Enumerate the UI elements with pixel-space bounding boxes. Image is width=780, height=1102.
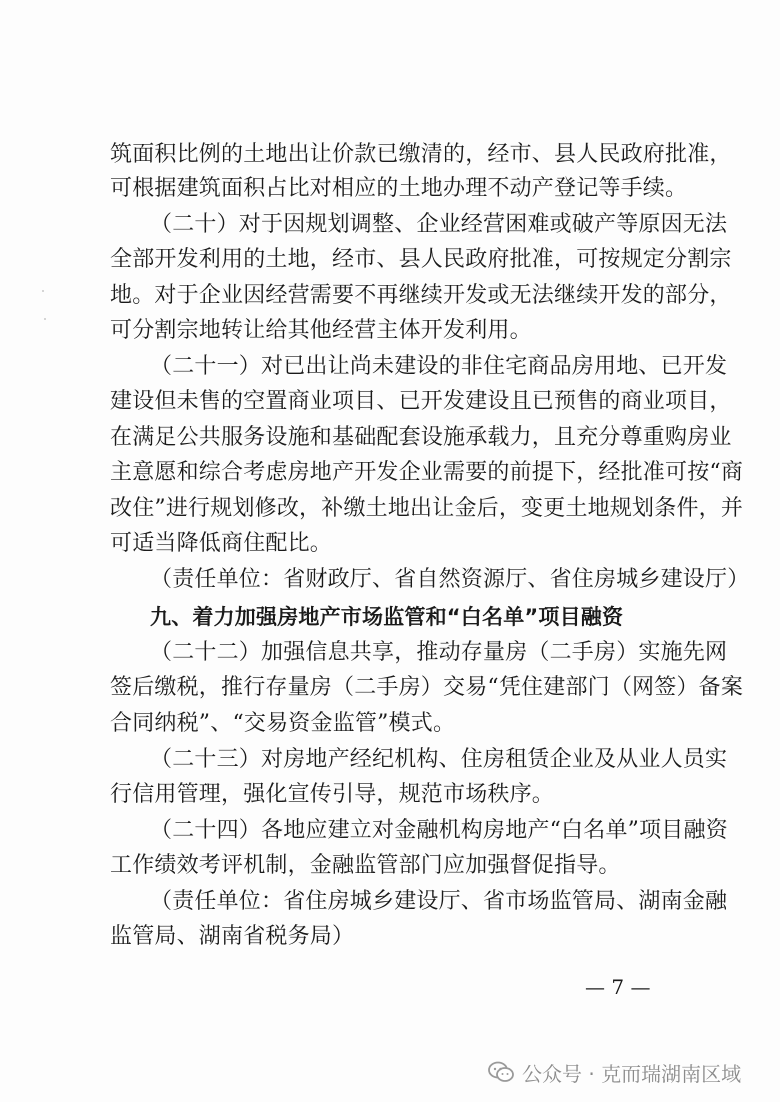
paragraph-24-start: （二十四）各地应建立对金融机构房地产“白名单”项目融资 <box>150 818 728 843</box>
text-line-21: 工作绩效考评机制，金融监管部门应加强督促指导。 <box>110 853 621 878</box>
text-line-11: 改住”进行规划修改，补缴土地出让金后，变更土地规划条件，并 <box>110 496 744 521</box>
text-line-5: 地。对于企业因经营需要不再继续开发或无法继续开发的部分， <box>110 283 732 308</box>
paragraph-21-start: （二十一）对已出让尚未建设的非住宅商品房用地、已开发 <box>150 354 728 379</box>
text-line-10: 主意愿和综合考虑房地产开发企业需要的前提下，经批准可按“商 <box>110 460 744 485</box>
paragraph-23-start: （二十三）对房地产经纪机构、住房租赁企业及从业人员实 <box>150 747 728 772</box>
responsible-units-1: （责任单位：省财政厅、省自然资源厅、省住房城乡建设厅） <box>150 567 750 592</box>
watermark <box>488 1055 741 1089</box>
text-line-16: 签后缴税，推行存量房（二手房）交易“凭住建部门（网签）备案 <box>110 675 744 700</box>
scan-speck <box>44 318 46 320</box>
wechat-icon <box>488 1061 514 1083</box>
watermark-text: 公众号 · 克而瑞湖南区域 <box>522 1061 742 1086</box>
responsible-units-2: （责任单位：省住房城乡建设厅、省市场监管局、湖南金融 <box>150 889 728 914</box>
text-line-1: 筑面积比例的土地出让价款已缴清的，经市、县人民政府批准， <box>110 142 732 167</box>
text-line-17: 合同纳税”、“交易资金监管”模式。 <box>110 711 456 736</box>
text-line-2: 可根据建筑面积占比对相应的土地办理不动产登记等手续。 <box>110 176 688 201</box>
text-line-23: 监管局、湖南省税务局） <box>110 924 355 949</box>
paragraph-20-start: （二十）对于因规划调整、企业经营困难或破产等原因无法 <box>150 212 728 237</box>
text-line-19: 行信用管理，强化宣传引导，规范市场秩序。 <box>110 782 555 807</box>
text-line-6: 可分割宗地转让给其他经营主体开发利用。 <box>110 318 532 343</box>
text-line-4: 全部开发利用的土地，经市、县人民政府批准，可按规定分割宗 <box>110 247 732 272</box>
paragraph-22-start: （二十二）加强信息共享，推动存量房（二手房）实施先网 <box>150 640 728 665</box>
text-line-12: 可适当降低商住配比。 <box>110 531 333 556</box>
section-heading-9: 九、着力加强房地产市场监管和“白名单”项目融资 <box>150 605 624 629</box>
text-line-9: 在满足公共服务设施和基础配套设施承载力，且充分尊重购房业 <box>110 425 732 450</box>
text-line-8: 建设但未售的空置商业项目、已开发建设且已预售的商业项目， <box>110 389 732 414</box>
page-number: — 7 — <box>585 975 651 999</box>
scan-speck <box>42 290 44 292</box>
